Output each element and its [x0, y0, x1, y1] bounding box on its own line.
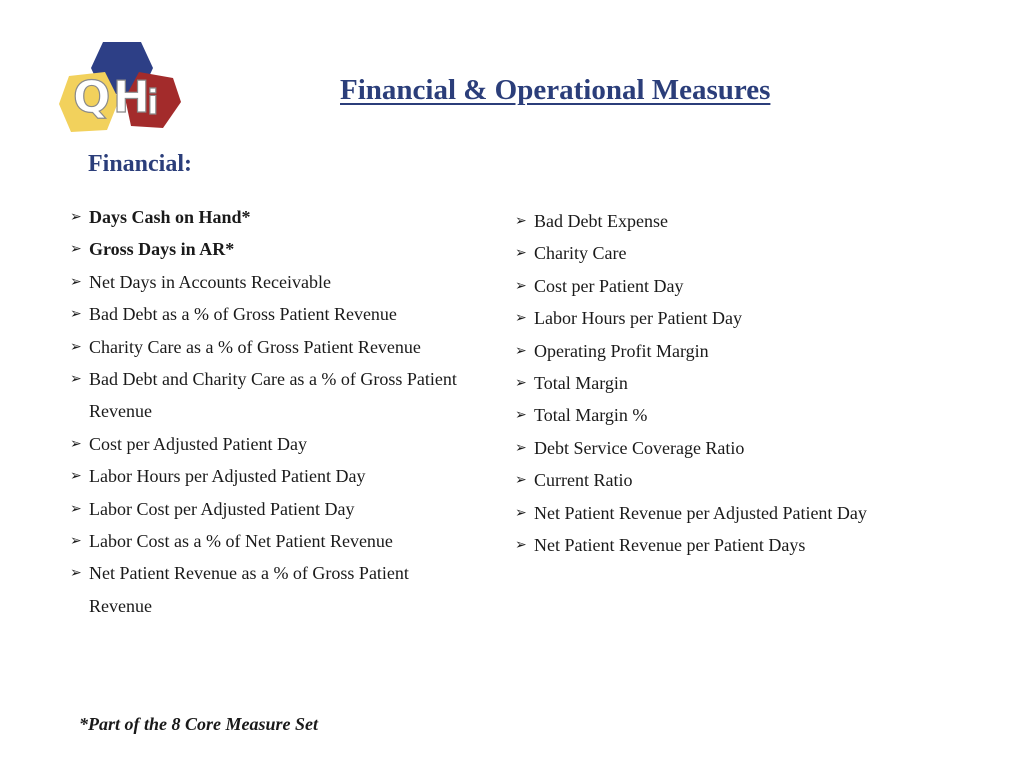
measure-list-item: [70, 331, 470, 363]
svg-text:Q: Q: [73, 72, 111, 123]
arrowhead-bullet-icon: ➢: [70, 241, 82, 258]
measure-list-item: [515, 302, 955, 334]
measure-label: Labor Cost per Adjusted Patient Day: [89, 498, 355, 519]
measure-label: Bad Debt as a % of Gross Patient Revenue: [89, 304, 397, 325]
arrowhead-bullet-icon: ➢: [515, 277, 527, 294]
measure-list-item: [515, 335, 955, 367]
measure-list-item: [515, 497, 955, 529]
arrowhead-bullet-icon: ➢: [515, 310, 527, 327]
measure-label: Total Margin %: [534, 405, 648, 426]
measure-label: Total Margin: [534, 373, 628, 394]
right-measure-list: [515, 205, 955, 561]
measure-label: Net Patient Revenue as a % of Gross Patient Revenue: [89, 563, 409, 616]
arrowhead-bullet-icon: ➢: [70, 468, 82, 485]
measure-label: Debt Service Coverage Ratio: [534, 437, 745, 458]
measure-label: Current Ratio: [534, 470, 633, 491]
measure-list-item: [70, 298, 470, 330]
measure-label: Labor Hours per Adjusted Patient Day: [89, 466, 366, 487]
arrowhead-bullet-icon: ➢: [70, 273, 82, 290]
arrowhead-bullet-icon: ➢: [70, 565, 82, 582]
measure-label: Bad Debt and Charity Care as a % of Gross Patient Revenue: [89, 369, 457, 422]
measure-label: Operating Profit Margin: [534, 340, 709, 361]
section-heading: Financial:: [88, 151, 193, 177]
measure-list-item: [70, 363, 470, 428]
measure-list-item: [515, 432, 955, 464]
measure-label: Bad Debt Expense: [534, 211, 668, 231]
arrowhead-bullet-icon: ➢: [515, 439, 527, 456]
left-measure-list: [70, 201, 470, 622]
measure-list-item: [70, 460, 470, 492]
arrowhead-bullet-icon: ➢: [515, 472, 527, 489]
measure-list-item: [70, 233, 470, 265]
arrowhead-bullet-icon: ➢: [515, 245, 527, 262]
measure-label: Charity Care: [534, 243, 627, 264]
svg-text:H: H: [113, 72, 150, 123]
measure-label: Cost per Adjusted Patient Day: [89, 433, 307, 454]
svg-text:i: i: [147, 83, 159, 123]
measure-list-item: [515, 205, 955, 237]
arrowhead-bullet-icon: ➢: [515, 537, 527, 554]
arrowhead-bullet-icon: ➢: [515, 504, 527, 521]
measure-list-item: [515, 399, 955, 431]
measure-label: Gross Days in AR*: [89, 239, 235, 260]
arrowhead-bullet-icon: ➢: [70, 209, 82, 225]
measure-label: Net Days in Accounts Receivable: [89, 271, 331, 292]
measure-list-item: [70, 201, 470, 233]
measure-list-item: [70, 525, 470, 557]
slide-title: Financial & Operational Measures: [340, 74, 771, 106]
measure-list-item: [515, 237, 955, 269]
arrowhead-bullet-icon: ➢: [70, 306, 82, 323]
qhi-logo-graphic: [55, 38, 185, 136]
qhi-logo: [55, 38, 185, 136]
measure-list-item: [515, 464, 955, 496]
measure-label: Labor Hours per Patient Day: [534, 308, 742, 329]
measure-label: Days Cash on Hand*: [89, 207, 251, 227]
arrowhead-bullet-icon: ➢: [70, 500, 82, 517]
measure-list-item: [515, 529, 955, 561]
measure-label: Net Patient Revenue per Patient Days: [534, 535, 806, 556]
measure-label: Labor Cost as a % of Net Patient Revenue: [89, 531, 393, 552]
arrowhead-bullet-icon: ➢: [515, 407, 527, 424]
measure-label: Cost per Patient Day: [534, 275, 684, 296]
arrowhead-bullet-icon: ➢: [70, 435, 82, 452]
arrowhead-bullet-icon: ➢: [70, 371, 82, 388]
arrowhead-bullet-icon: ➢: [70, 533, 82, 550]
measure-list-item: [515, 270, 955, 302]
arrowhead-bullet-icon: ➢: [70, 338, 82, 355]
measure-list-item: [70, 557, 470, 622]
arrowhead-bullet-icon: ➢: [515, 342, 527, 359]
footnote: *Part of the 8 Core Measure Set: [79, 714, 319, 734]
arrowhead-bullet-icon: ➢: [515, 375, 527, 392]
arrowhead-bullet-icon: ➢: [515, 213, 527, 229]
measure-list-item: [70, 266, 470, 298]
measure-label: Net Patient Revenue per Adjusted Patient Day: [534, 502, 867, 523]
measure-list-item: [70, 428, 470, 460]
measure-list-item: [515, 367, 955, 399]
measure-list-item: [70, 493, 470, 525]
measure-label: Charity Care as a % of Gross Patient Revenue: [89, 336, 421, 357]
